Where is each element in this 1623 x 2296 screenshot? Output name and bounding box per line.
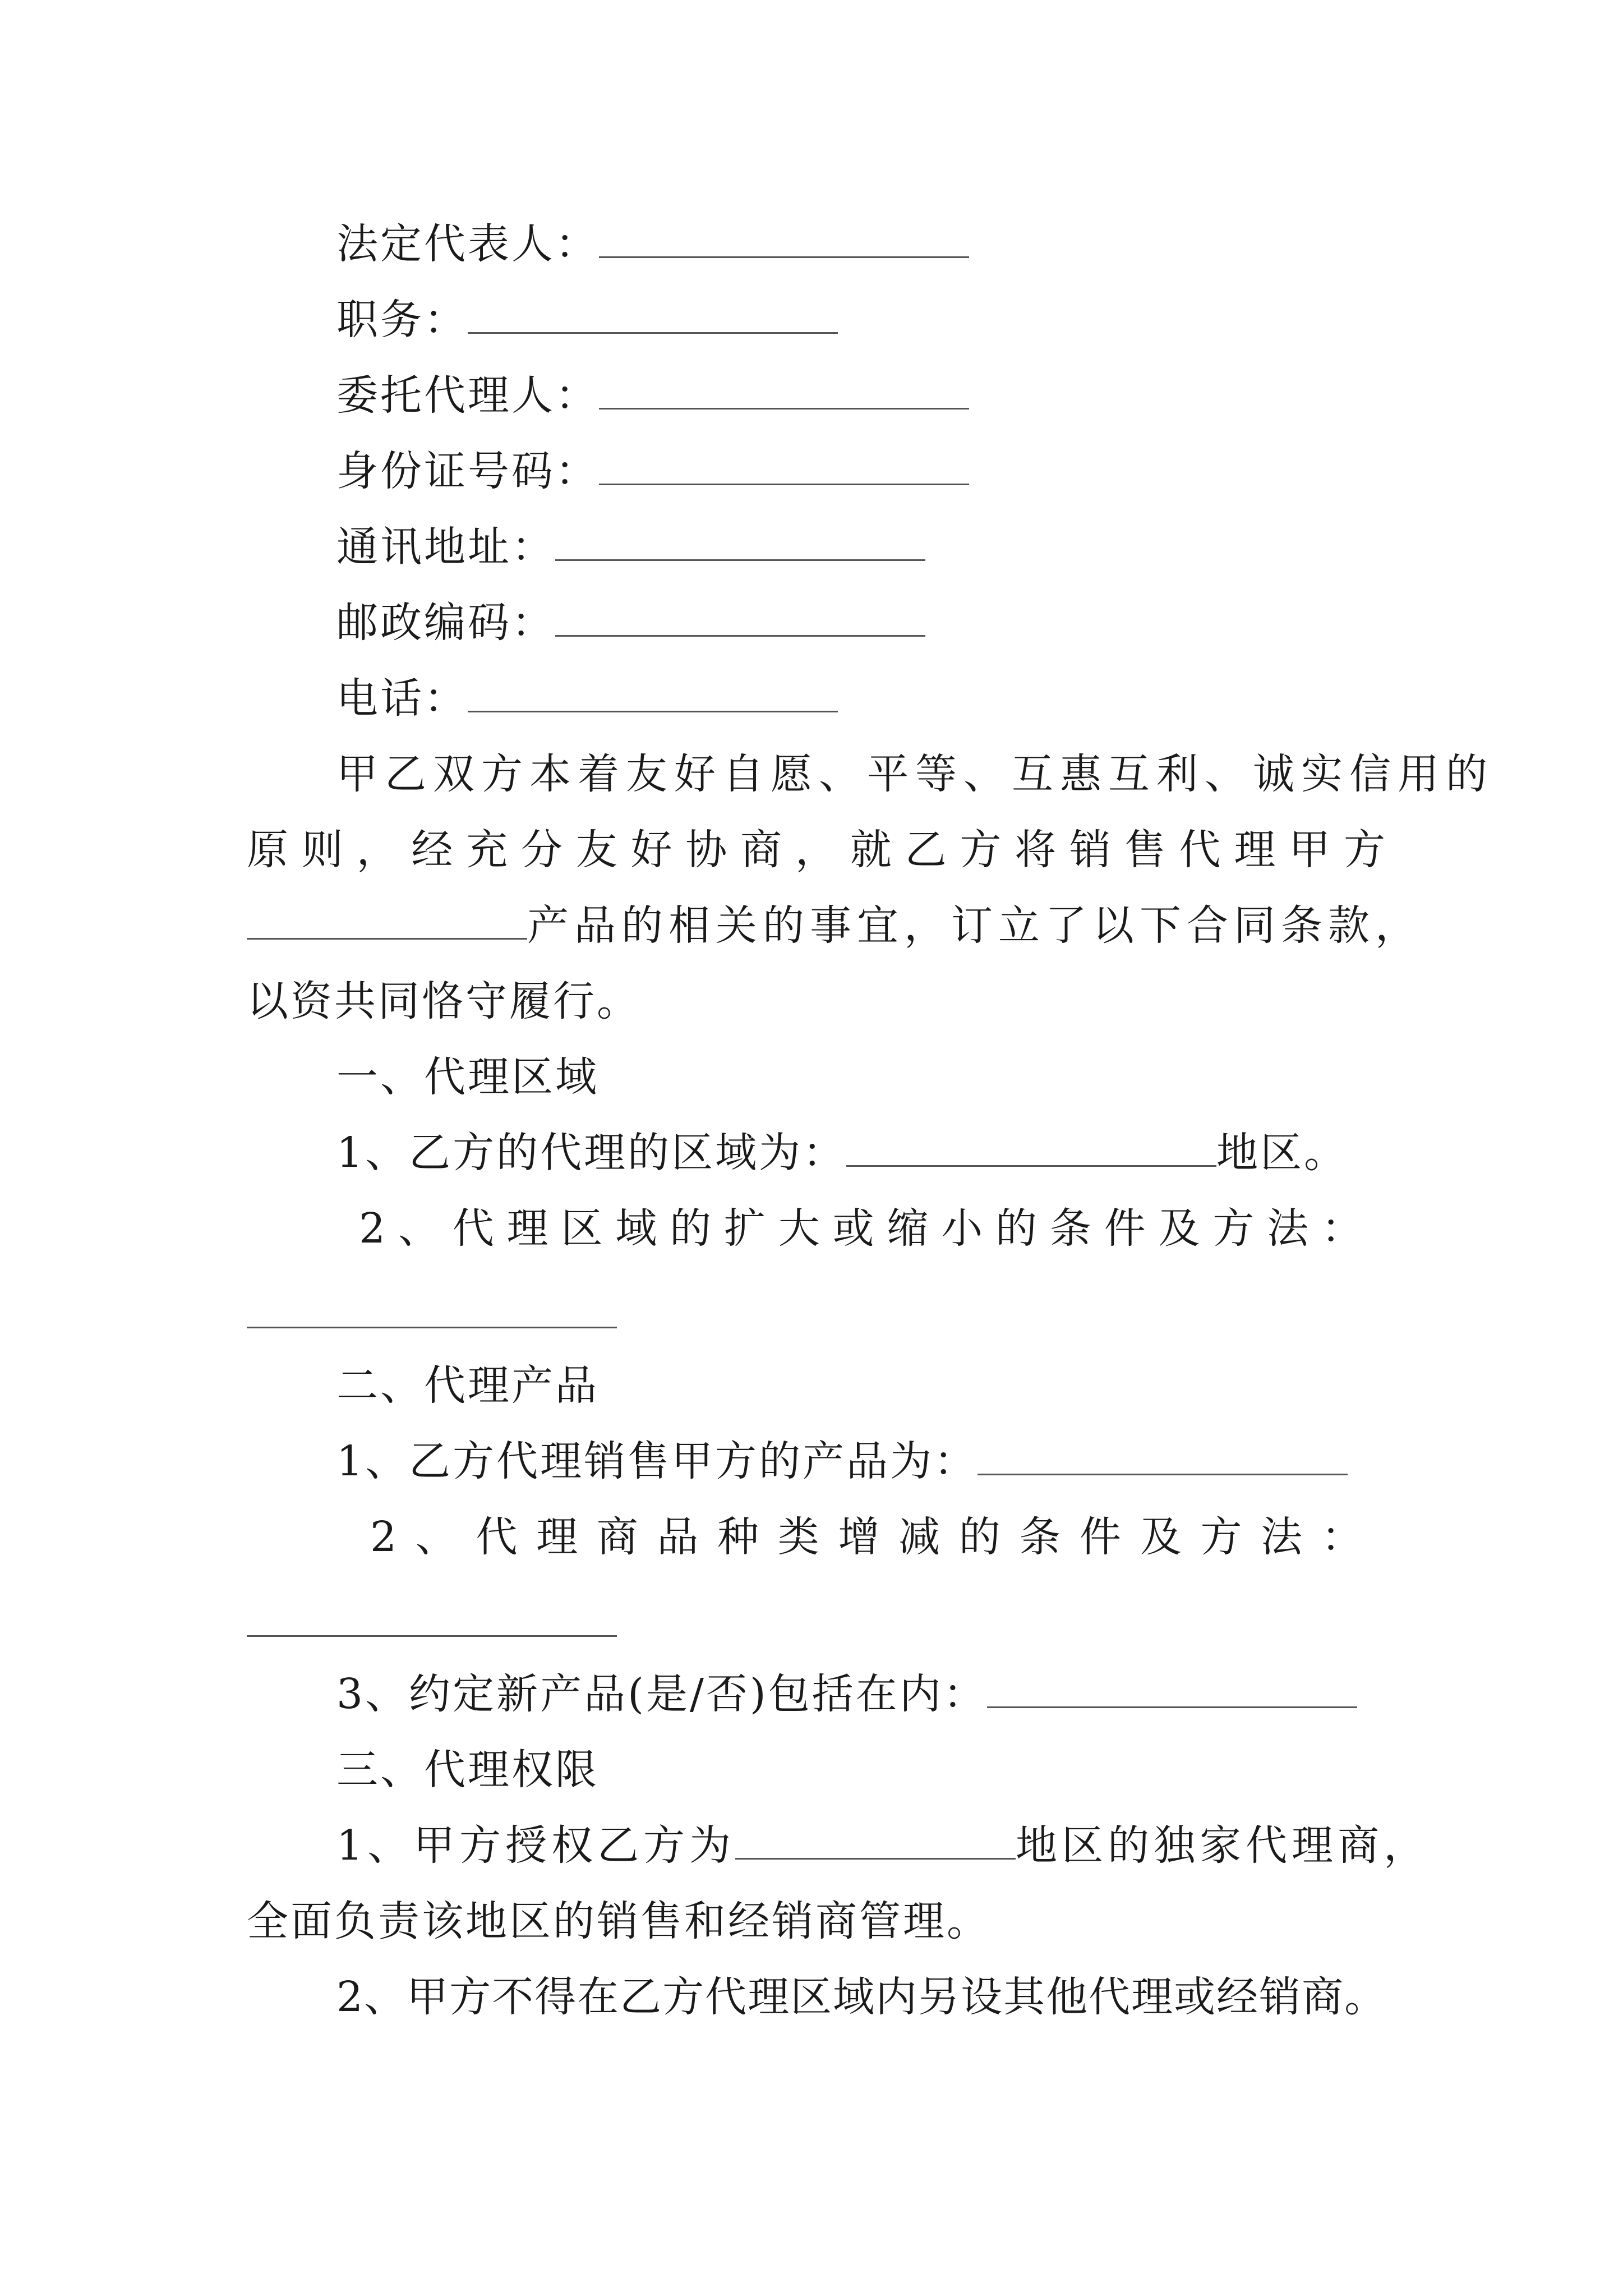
fill-blank[interactable] xyxy=(555,526,925,561)
fill-blank[interactable] xyxy=(247,1327,617,1328)
field-phone xyxy=(336,670,838,726)
field-position xyxy=(336,292,838,348)
item-char: 法 xyxy=(1261,1513,1303,1561)
intro-line-1: 甲乙双方本着友好自愿、平等、互惠互利、诚实信用的 xyxy=(336,750,1494,798)
item-char: 或 xyxy=(832,1204,874,1253)
item-char: 的 xyxy=(958,1513,1000,1561)
item-char: 方 xyxy=(1200,1513,1242,1561)
item-char: 件 xyxy=(1080,1513,1122,1561)
item-char: 及 xyxy=(1140,1513,1182,1561)
section3-item-1-line-2: 全面负责该地区的销售和经销商管理。 xyxy=(247,1897,990,1945)
field-postal-code xyxy=(336,595,925,651)
field-label: 委托代理人： xyxy=(336,371,599,420)
field-address xyxy=(336,519,925,575)
item-char: 的 xyxy=(995,1204,1038,1253)
field-label: 邮政编码： xyxy=(336,599,555,647)
item-char: 、 xyxy=(398,1204,440,1253)
fill-blank[interactable] xyxy=(468,677,838,712)
item-text: 1、乙方代理销售甲方的产品为： xyxy=(336,1437,978,1485)
intro-char: ， xyxy=(356,826,398,874)
intro-char: 则 xyxy=(301,826,343,874)
intro-char: 甲 xyxy=(1289,826,1331,874)
section2-item-1 xyxy=(336,1433,1348,1489)
intro-char: 代 xyxy=(1179,826,1221,874)
field-id-number xyxy=(336,443,969,499)
item-text: 1、甲方授权乙方为 xyxy=(336,1821,736,1870)
item-char: 减 xyxy=(898,1513,940,1561)
item-char: 种 xyxy=(717,1513,759,1561)
item-char: 理 xyxy=(536,1513,578,1561)
fill-blank[interactable] xyxy=(599,450,969,485)
intro-char: 友 xyxy=(575,826,617,874)
section1-item-2 xyxy=(359,1200,1363,1257)
section1-item-1 xyxy=(336,1125,1348,1181)
intro-char: 经 xyxy=(411,826,453,874)
fill-blank[interactable] xyxy=(555,601,925,637)
item-char: 商 xyxy=(596,1513,638,1561)
item-char: 方 xyxy=(1212,1204,1255,1253)
item-char: ： xyxy=(1321,1513,1363,1561)
item-char: 类 xyxy=(777,1513,819,1561)
section3-item-1 xyxy=(336,1818,1430,1874)
field-legal-representative xyxy=(336,216,969,272)
item-char: 增 xyxy=(838,1513,880,1561)
item-text-after: 地区。 xyxy=(1216,1129,1348,1177)
intro-char: 方 xyxy=(960,826,1002,874)
section-heading-2: 二、代理产品 xyxy=(336,1361,599,1410)
item-char: 小 xyxy=(941,1204,983,1253)
fill-blank[interactable] xyxy=(599,223,969,258)
field-label: 法定代表人： xyxy=(336,220,599,268)
item-text: 1、乙方的代理的区域为： xyxy=(336,1129,847,1177)
intro-char: 协 xyxy=(685,826,727,874)
fill-blank[interactable] xyxy=(978,1440,1348,1475)
item-char: 及 xyxy=(1158,1204,1200,1253)
intro-char: 销 xyxy=(1069,826,1111,874)
item-char: 件 xyxy=(1104,1204,1146,1253)
intro-char: 商 xyxy=(740,826,782,874)
item-char: 品 xyxy=(657,1513,699,1561)
field-label: 电话： xyxy=(336,674,468,723)
intro-line-3 xyxy=(247,898,1422,954)
intro-char: 售 xyxy=(1124,826,1166,874)
intro-char: 将 xyxy=(1015,826,1057,874)
fill-blank[interactable] xyxy=(468,298,838,334)
item-char: 代 xyxy=(476,1513,518,1561)
section2-item-2 xyxy=(370,1509,1363,1565)
item-char: 条 xyxy=(1049,1204,1091,1253)
item-char: 2 xyxy=(370,1513,397,1561)
item-char: 法 xyxy=(1267,1204,1309,1253)
item-char: 、 xyxy=(415,1513,457,1561)
intro-char: 就 xyxy=(850,826,892,874)
intro-char: 分 xyxy=(520,826,562,874)
item-text-after: 地区的独家代理商， xyxy=(1016,1821,1430,1870)
section-heading-1: 一、代理区域 xyxy=(336,1053,599,1101)
item-char: 代 xyxy=(452,1204,494,1253)
field-label: 职务： xyxy=(336,296,468,344)
item-text: 3、约定新产品(是/否)包括在内： xyxy=(336,1670,987,1718)
item-char: ： xyxy=(1321,1204,1363,1253)
item-char: 条 xyxy=(1019,1513,1061,1561)
item-char: 扩 xyxy=(723,1204,766,1253)
intro-char: 理 xyxy=(1234,826,1276,874)
intro-line-3-text: 产品的相关的事宜，订立了以下合同条款， xyxy=(527,901,1422,950)
intro-line-4: 以资共同恪守履行。 xyxy=(247,977,640,1025)
fill-blank[interactable] xyxy=(987,1673,1357,1708)
intro-char: 方 xyxy=(1343,826,1385,874)
item-char: 2 xyxy=(359,1204,386,1253)
fill-blank[interactable] xyxy=(846,1131,1216,1167)
intro-char: 好 xyxy=(630,826,672,874)
item-char: 缩 xyxy=(887,1204,929,1253)
item-char: 理 xyxy=(506,1204,548,1253)
intro-char: ， xyxy=(795,826,837,874)
field-label: 身份证号码： xyxy=(336,447,599,495)
fill-blank[interactable] xyxy=(247,904,527,940)
section2-item-3 xyxy=(336,1666,1357,1722)
fill-blank[interactable] xyxy=(599,374,969,409)
field-label: 通讯地址： xyxy=(336,523,555,571)
intro-line-2 xyxy=(247,822,1385,878)
fill-blank[interactable] xyxy=(247,1635,617,1637)
section3-item-2: 2、甲方不得在乙方代理区域内另设其他代理或经销商。 xyxy=(336,1973,1387,2021)
intro-char: 乙 xyxy=(905,826,947,874)
item-char: 大 xyxy=(778,1204,820,1253)
item-char: 区 xyxy=(561,1204,603,1253)
item-char: 域 xyxy=(615,1204,657,1253)
intro-char: 充 xyxy=(466,826,508,874)
fill-blank[interactable] xyxy=(735,1824,1016,1860)
item-char: 的 xyxy=(670,1204,712,1253)
intro-char: 原 xyxy=(247,826,288,874)
field-agent xyxy=(336,367,969,424)
section-heading-3: 三、代理权限 xyxy=(336,1746,599,1794)
